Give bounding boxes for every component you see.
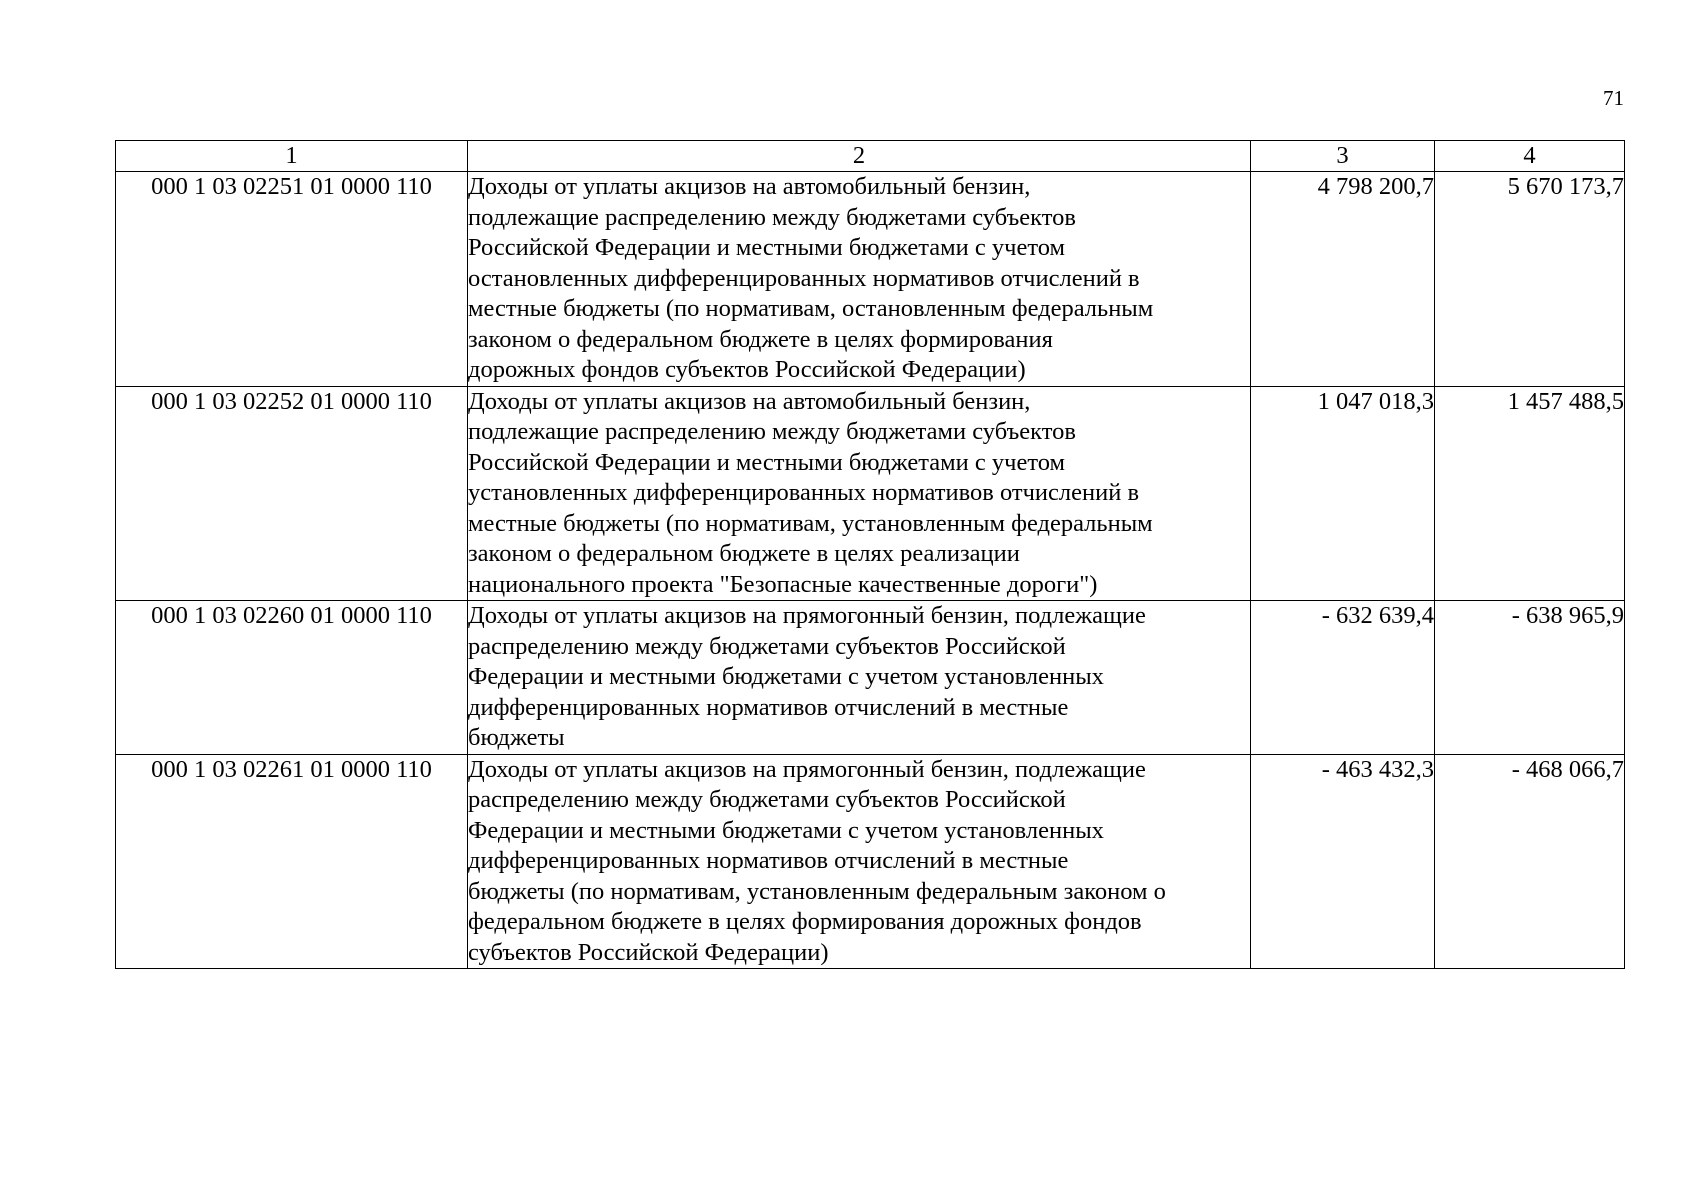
description-line: бюджеты [468, 724, 565, 751]
revenue-code: 000 1 03 02251 01 0000 110 [116, 172, 468, 387]
description-line: законом о федеральном бюджете в целях формирования [468, 325, 1053, 353]
description-line: дорожных фондов субъектов Российской Федерации) [468, 356, 1026, 383]
description-line: Доходы от уплаты акцизов на прямогонный бензин, подлежащие [468, 755, 1146, 783]
description-line: бюджеты (по нормативам, установленным федеральным законом о [468, 877, 1166, 905]
amount-column-4: 5 670 173,7 [1435, 172, 1625, 387]
column-header-4: 4 [1435, 141, 1625, 172]
revenue-code: 000 1 03 02261 01 0000 110 [116, 754, 468, 969]
description-line: Доходы от уплаты акцизов на прямогонный бензин, подлежащие [468, 602, 1146, 629]
table-body [116, 172, 1625, 969]
revenue-description [468, 754, 1251, 969]
description-line: Федерации и местными бюджетами с учетом установленных [468, 663, 1104, 690]
description-line: Доходы от уплаты акцизов на автомобильный бензин, [468, 387, 1031, 415]
column-header-1: 1 [116, 141, 468, 172]
description-line: федеральном бюджете в целях формирования дорожных фондов [468, 908, 1142, 935]
revenue-code: 000 1 03 02252 01 0000 110 [116, 386, 468, 601]
description-line: распределению между бюджетами субъектов Российской [468, 632, 1066, 660]
page-number: 71 [1603, 86, 1624, 110]
description-line: дифференцированных нормативов отчислений в местные [468, 693, 1069, 721]
amount-column-4: - 468 066,7 [1435, 754, 1625, 969]
table-row [116, 386, 1625, 601]
table-row [116, 172, 1625, 387]
amount-column-3: 1 047 018,3 [1251, 386, 1435, 601]
description-line: национального проекта "Безопасные качественные дороги") [468, 570, 1098, 598]
revenue-code: 000 1 03 02260 01 0000 110 [116, 601, 468, 755]
amount-column-4: - 638 965,9 [1435, 601, 1625, 755]
description-line: местные бюджеты (по нормативам, остановленным федеральным [468, 295, 1154, 322]
revenue-description [468, 386, 1251, 601]
description-line: законом о федеральном бюджете в целях реализации [468, 540, 1020, 567]
amount-column-3: 4 798 200,7 [1251, 172, 1435, 387]
amount-column-3: - 632 639,4 [1251, 601, 1435, 755]
budget-revenue-table [115, 140, 1625, 969]
column-header-2: 2 [468, 141, 1251, 172]
description-line: Федерации и местными бюджетами с учетом установленных [468, 816, 1104, 844]
table-row [116, 754, 1625, 969]
description-line: местные бюджеты (по нормативам, установленным федеральным [468, 509, 1153, 537]
description-line: подлежащие распределению между бюджетами субъектов [468, 418, 1076, 445]
table-row [116, 601, 1625, 755]
revenue-description [468, 601, 1251, 755]
description-line: субъектов Российской Федерации) [468, 938, 829, 966]
table-header-row [116, 141, 1625, 172]
description-line: Доходы от уплаты акцизов на автомобильный бензин, [468, 173, 1031, 200]
description-line: подлежащие распределению между бюджетами субъектов [468, 203, 1076, 231]
description-line: распределению между бюджетами субъектов Российской [468, 786, 1066, 813]
column-header-3: 3 [1251, 141, 1435, 172]
description-line: остановленных дифференцированных нормативов отчислений в [468, 264, 1140, 292]
description-line: Российской Федерации и местными бюджетами с учетом [468, 234, 1066, 261]
amount-column-4: 1 457 488,5 [1435, 386, 1625, 601]
description-line: Российской Федерации и местными бюджетами с учетом [468, 448, 1066, 476]
description-line: дифференцированных нормативов отчислений в местные [468, 847, 1069, 874]
description-line: установленных дифференцированных нормативов отчислений в [468, 479, 1140, 506]
amount-column-3: - 463 432,3 [1251, 754, 1435, 969]
revenue-description [468, 172, 1251, 387]
